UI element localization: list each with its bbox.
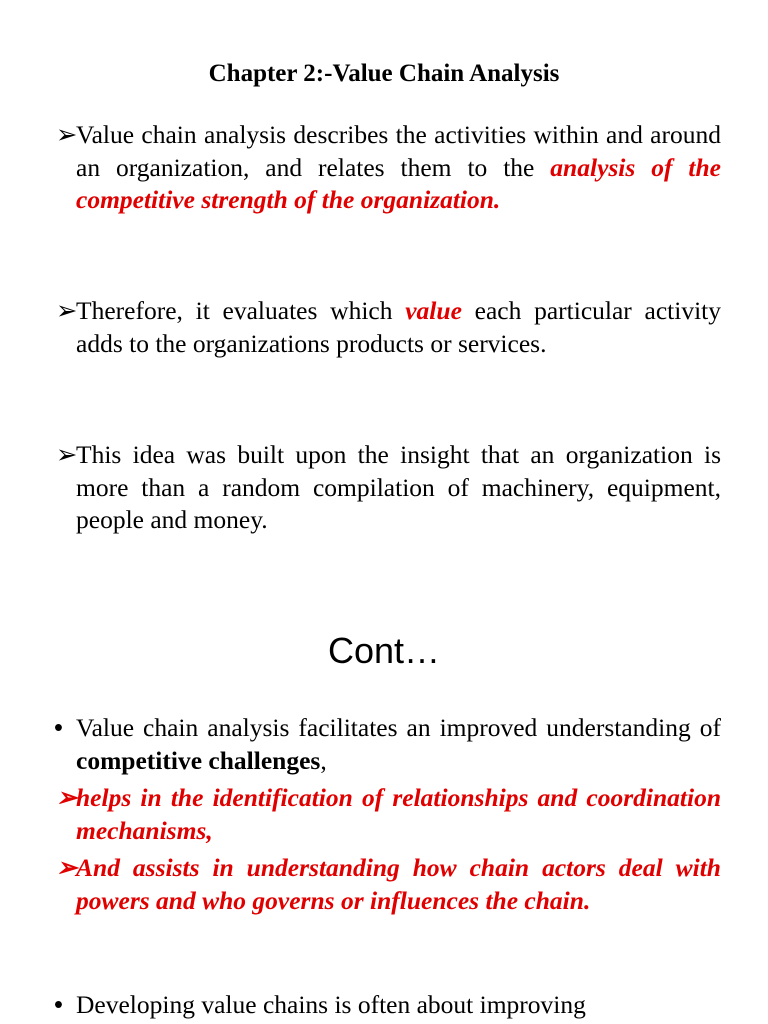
- emphasis-text: value: [405, 296, 462, 325]
- paragraph-text: ,: [320, 745, 327, 775]
- paragraph-text: each particular activity adds to the organizations products or services.: [76, 296, 722, 358]
- paragraph-text: Developing value chains is often about improving: [76, 990, 586, 1019]
- paragraph-evaluates-value: [56, 295, 722, 360]
- arrow-bullet-icon: ➢: [56, 853, 78, 882]
- emphasis-text: analysis of the competitive strength of the organization.: [76, 152, 722, 214]
- emphasis-text: helps in the identification of relationships and coordination mechanisms,: [76, 783, 721, 845]
- arrow-bullet-icon: ➢: [56, 296, 78, 325]
- paragraph-relationships: [56, 782, 721, 847]
- paragraph-text: Value chain analysis facilitates an improved understanding of: [76, 713, 721, 742]
- paragraph-competitive-challenges: [54, 712, 721, 777]
- arrow-bullet-icon: ➢: [56, 440, 78, 469]
- dot-bullet-icon: •: [54, 714, 63, 742]
- bold-text: competitive challenges: [76, 745, 321, 775]
- page-title: Chapter 2:-Value Chain Analysis: [208, 60, 560, 87]
- paragraph-value-chain-definition: [56, 119, 722, 217]
- paragraph-text: Value chain analysis describes the activities within and around an organization, and relates them to the: [76, 120, 721, 182]
- section-heading: Cont…: [327, 630, 441, 671]
- paragraph-insight: [56, 439, 721, 537]
- paragraph-text: Therefore, it evaluates which: [76, 296, 406, 325]
- arrow-bullet-icon: ➢: [56, 783, 78, 812]
- dot-bullet-icon: •: [54, 991, 63, 1019]
- emphasis-text: And assists in understanding how chain actors deal with powers and who governs or influences the chain.: [76, 853, 721, 915]
- arrow-bullet-icon: ➢: [56, 120, 78, 149]
- paragraph-text: This idea was built upon the insight that an organization is more than a random compilation of machinery, equipment, people and money.: [76, 440, 721, 534]
- paragraph-developing-value-chains: [54, 989, 721, 1022]
- paragraph-chain-actors: [56, 852, 721, 917]
